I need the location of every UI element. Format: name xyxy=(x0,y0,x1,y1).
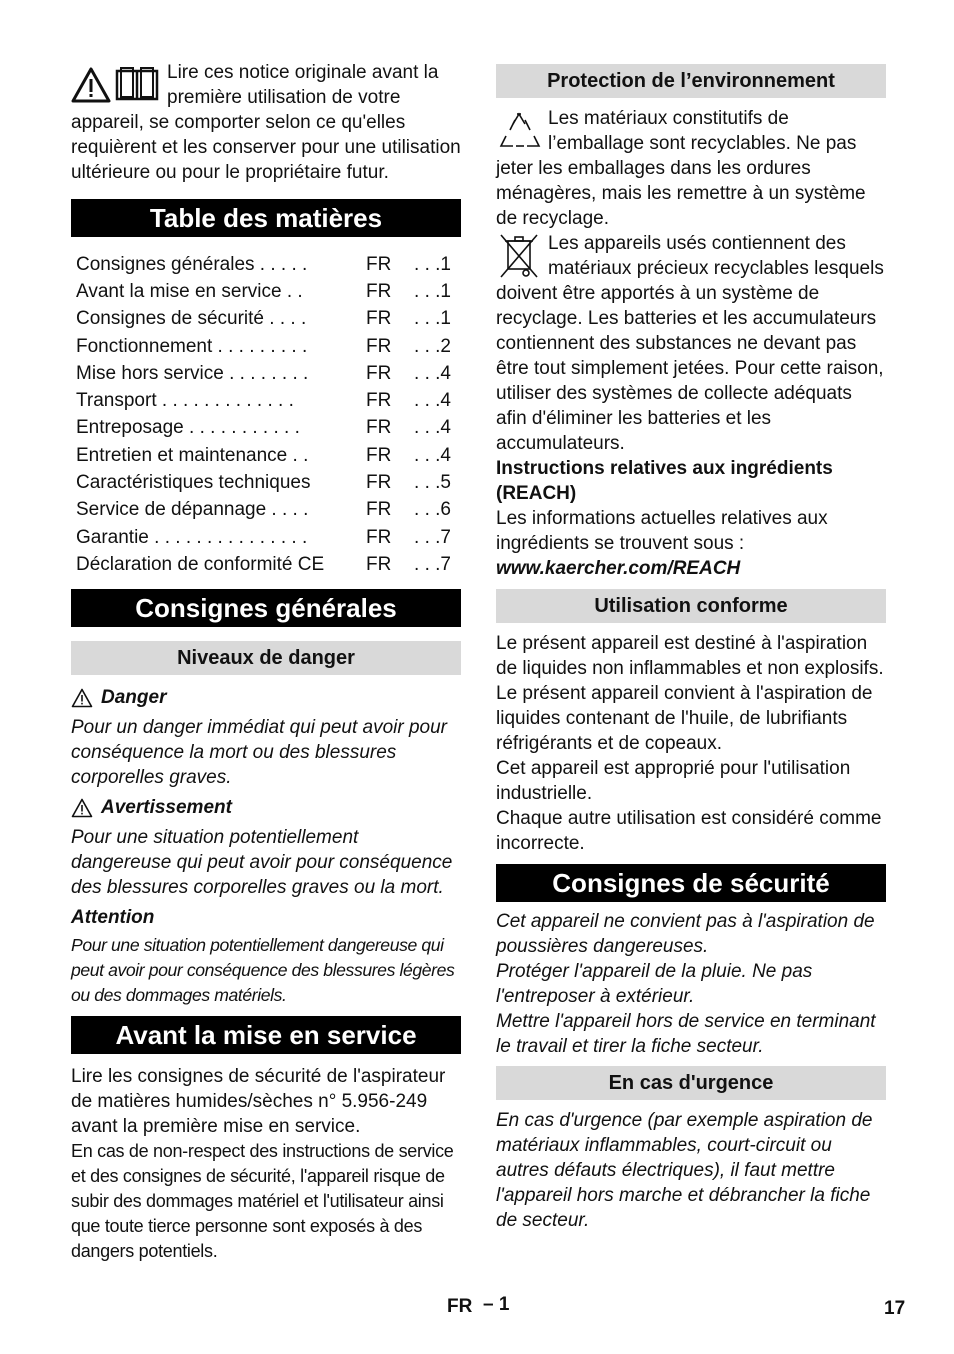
toc-entry-lang: FR xyxy=(366,472,392,494)
intended-use-p4: Chaque autre utilisation est considéré comme incorrecte. xyxy=(496,808,882,854)
environment-heading: Protection de l’environnement xyxy=(496,64,886,98)
recycle-icon xyxy=(496,106,544,156)
toc-entry-lang: FR xyxy=(366,444,392,466)
weee-text: Les appareils usés contiennent des matériaux précieux recyclables lesquels doivent être apportés à un système de recyclage. Les batteries et les accumulateurs contiennent des substances ne devant pas être tout simplement jetées. Pour cette raison, utiliser des systèmes de collecte adéquats afin d'éliminer les batteries et les accumulateurs. xyxy=(496,233,884,454)
left-column xyxy=(71,60,461,1264)
toc-entry-lang: FR xyxy=(366,308,392,330)
weee-block xyxy=(496,231,886,456)
toc-entry-title: Transport . . . . . . . . . . . . . xyxy=(76,390,294,412)
toc-entry-title: Déclaration de conformité CE xyxy=(76,553,325,575)
toc-entry-title: Mise hors service . . . . . . . . xyxy=(76,362,309,384)
toc-row[interactable] xyxy=(76,360,461,387)
right-column xyxy=(496,64,886,1233)
toc-entry-lang: FR xyxy=(366,553,392,575)
toc-entry-lang: FR xyxy=(366,362,392,384)
toc-entry-lang: FR xyxy=(366,417,392,439)
before-use-text-1: Lire les consignes de sécurité de l'aspirateur de matières humides/sèches n° 5.956-249 avant la première mise en service. xyxy=(71,1065,446,1137)
recycle-block xyxy=(496,106,886,231)
reach-text: Les informations actuelles relatives aux ingrédients se trouvent sous : xyxy=(496,508,828,554)
intro-text: Lire ces notice originale avant la première utilisation de votre appareil, se comporter selon ce qu'elles requièrent et les conserver pour une utilisation ultérieure ou pour le propriétaire futur. xyxy=(71,62,461,183)
intro-icons xyxy=(71,60,163,110)
crossed-bin-icon xyxy=(496,231,544,281)
safety-heading: Consignes de sécurité xyxy=(496,864,886,902)
toc-entry-page: . . .1 xyxy=(414,308,451,330)
warning-label: Avertissement xyxy=(101,796,232,818)
intro-block xyxy=(71,60,461,185)
toc-heading: Table des matières xyxy=(71,199,461,237)
before-use-heading: Avant la mise en service xyxy=(71,1016,461,1054)
toc-entry-lang: FR xyxy=(366,335,392,357)
warning-label-row xyxy=(71,795,461,821)
toc-entry-title: Consignes générales . . . . . xyxy=(76,253,308,275)
danger-text: Pour un danger immédiat qui peut avoir pour conséquence la mort ou des blessures corporelles graves. xyxy=(71,716,448,788)
toc-entry-lang: FR xyxy=(366,499,392,521)
table-of-contents xyxy=(76,251,461,579)
emergency-heading: En cas d'urgence xyxy=(496,1066,886,1100)
toc-row[interactable] xyxy=(76,442,461,469)
general-heading: Consignes générales xyxy=(71,589,461,627)
toc-entry-title: Entreposage . . . . . . . . . . . xyxy=(76,417,300,439)
toc-entry-page: . . .2 xyxy=(414,335,451,357)
safety-p3: Mettre l'appareil hors de service en terminant le travail et tirer la fiche secteur. xyxy=(496,1011,876,1057)
toc-entry-page: . . .7 xyxy=(414,553,451,575)
toc-entry-title: Caractéristiques techniques xyxy=(76,472,311,494)
warning-triangle-icon xyxy=(71,798,93,818)
toc-entry-lang: FR xyxy=(366,390,392,412)
reach-link[interactable]: www.kaercher.com/REACH xyxy=(496,558,741,579)
toc-row[interactable] xyxy=(76,333,461,360)
toc-row[interactable] xyxy=(76,387,461,414)
danger-levels-heading: Niveaux de danger xyxy=(71,641,461,675)
emergency-text: En cas d'urgence (par exemple aspiration de matériaux inflammables, court-circuit ou autres défauts électriques), il faut mettre l'appareil hors marche et débrancher la fiche de secteur. xyxy=(496,1110,873,1231)
toc-entry-title: Entretien et maintenance . . xyxy=(76,444,309,466)
reach-title: Instructions relatives aux ingrédients (REACH) xyxy=(496,458,833,504)
toc-entry-page: . . .6 xyxy=(414,499,451,521)
intended-use-heading: Utilisation conforme xyxy=(496,589,886,623)
intended-use-p1: Le présent appareil est destiné à l'aspiration de liquides non inflammables et non explosifs. xyxy=(496,633,884,679)
toc-row[interactable] xyxy=(76,551,461,578)
toc-row[interactable] xyxy=(76,415,461,442)
toc-entry-lang: FR xyxy=(366,280,392,302)
toc-entry-title: Avant la mise en service . . xyxy=(76,280,303,302)
footer-language: FR xyxy=(447,1296,473,1317)
toc-entry-page: . . .1 xyxy=(414,253,451,275)
before-use-text-2: En cas de non-respect des instructions de service et des consignes de sécurité, l'appareil risque de subir des dommages matériel et l'utilisateur ainsi que toute tierce personne sont exposés à des dangers potentiels. xyxy=(71,1140,454,1261)
attention-label-row xyxy=(71,905,461,931)
toc-entry-title: Consignes de sécurité . . . . xyxy=(76,308,307,330)
toc-entry-title: Fonctionnement . . . . . . . . . xyxy=(76,335,308,357)
toc-entry-page: . . .1 xyxy=(414,280,451,302)
intended-use-p2: Le présent appareil convient à l'aspiration de liquides contenant de l'huile, de lubrifiants réfrigérants et de copeaux. xyxy=(496,683,873,754)
warning-text: Pour une situation potentiellement dangereuse qui peut avoir pour conséquence des blessures corporelles graves ou la mort. xyxy=(71,826,453,898)
toc-entry-page: . . .4 xyxy=(414,362,451,384)
toc-row[interactable] xyxy=(76,497,461,524)
footer-page-number: 17 xyxy=(884,1298,906,1319)
footer-section-page: – 1 xyxy=(483,1294,510,1315)
toc-entry-page: . . .4 xyxy=(414,417,451,439)
attention-label: Attention xyxy=(71,906,155,928)
toc-entry-page: . . .5 xyxy=(414,472,451,494)
recycle-text: Les matériaux constitutifs de l’emballage sont recyclables. Ne pas jeter les emballages dans les ordures ménagères, mais les remettre à un système de recyclage. xyxy=(496,108,866,229)
toc-row[interactable] xyxy=(76,278,461,305)
safety-p2: Protéger l'appareil de la pluie. Ne pas l'entreposer à extérieur. xyxy=(496,961,813,1007)
toc-entry-lang: FR xyxy=(366,526,392,548)
warning-triangle-icon xyxy=(71,67,111,103)
danger-label-row xyxy=(71,685,461,711)
toc-entry-title: Service de dépannage . . . . xyxy=(76,499,309,521)
toc-entry-lang: FR xyxy=(366,253,392,275)
toc-entry-page: . . .4 xyxy=(414,390,451,412)
toc-entry-page: . . .7 xyxy=(414,526,451,548)
toc-row[interactable] xyxy=(76,306,461,333)
manual-book-icon xyxy=(115,67,159,103)
safety-p1: Cet appareil ne convient pas à l'aspiration de poussières dangereuses. xyxy=(496,911,875,957)
toc-row[interactable] xyxy=(76,469,461,496)
toc-row[interactable] xyxy=(76,524,461,551)
toc-entry-title: Garantie . . . . . . . . . . . . . . . xyxy=(76,526,308,548)
warning-triangle-icon xyxy=(71,688,93,708)
attention-text: Pour une situation potentiellement dangereuse qui peut avoir pour conséquence des blessures légères ou des dommages matériels. xyxy=(71,934,455,1005)
toc-row[interactable] xyxy=(76,251,461,278)
danger-label: Danger xyxy=(101,686,167,708)
intended-use-p3: Cet appareil est approprié pour l'utilisation industrielle. xyxy=(496,758,851,804)
toc-entry-page: . . .4 xyxy=(414,444,451,466)
